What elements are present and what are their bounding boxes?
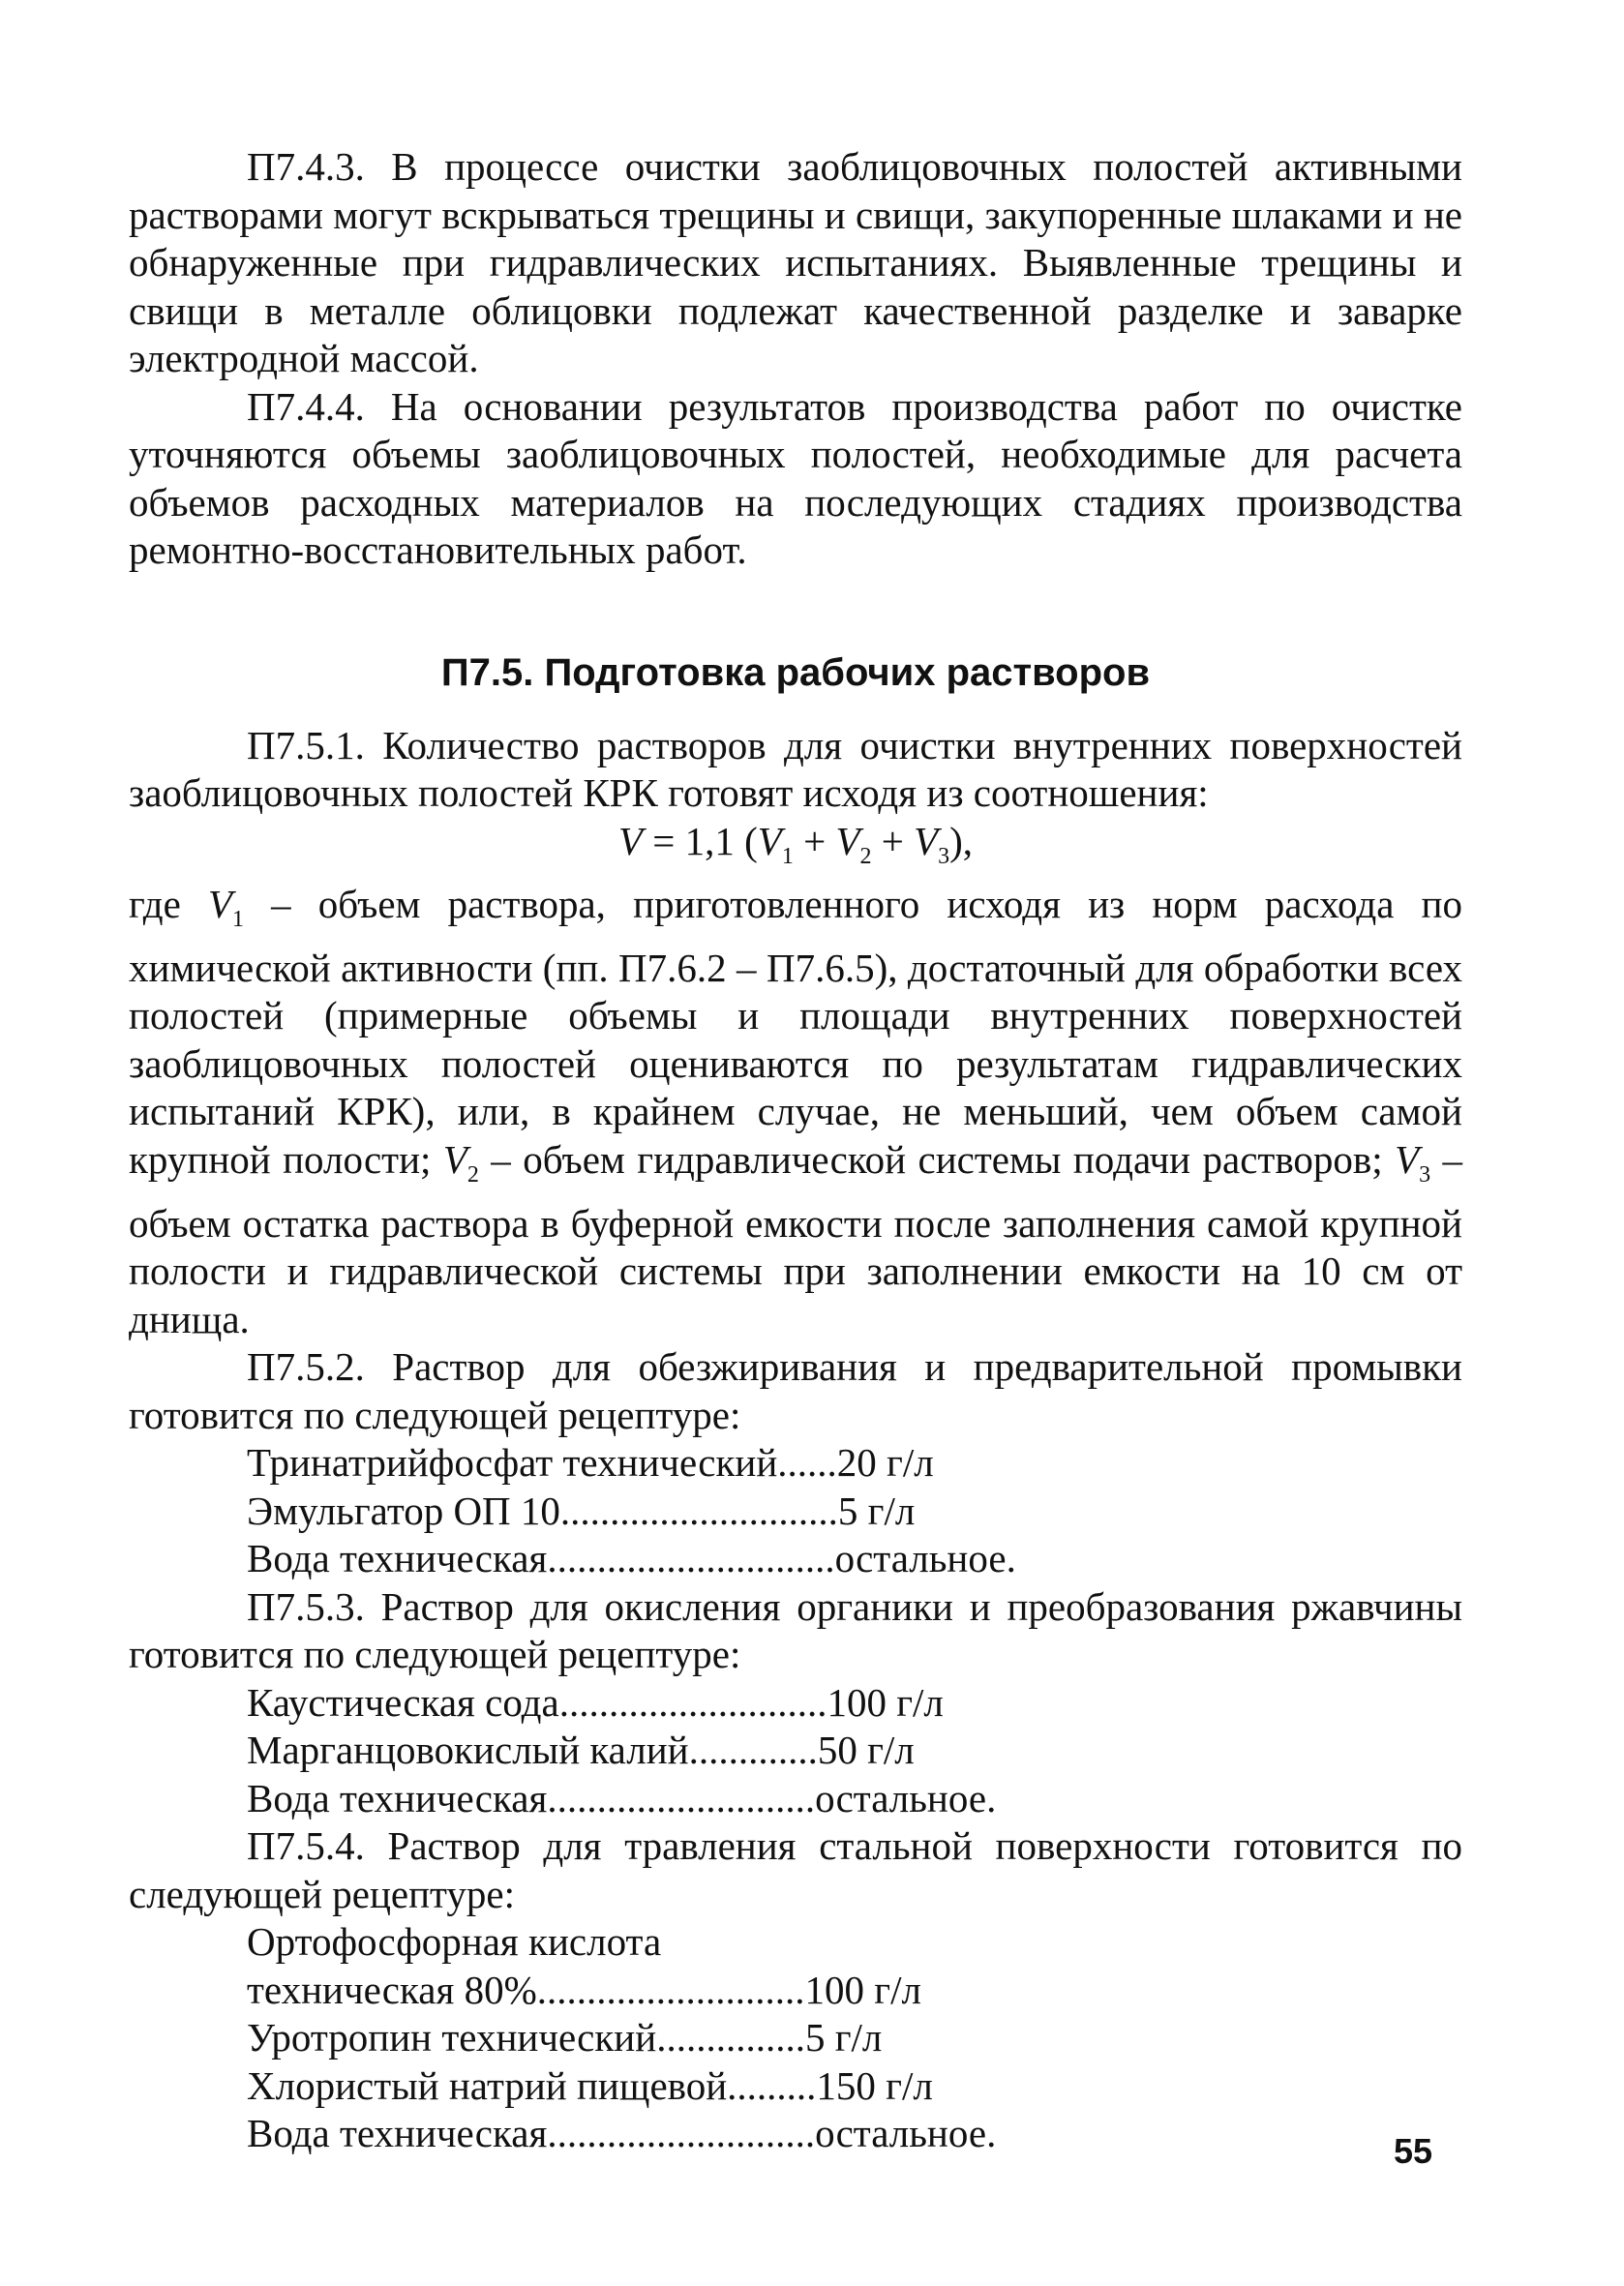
recipe-row: Марганцовокислый калий ............. 50 г/л: [247, 1728, 915, 1773]
recipe-degreasing: [247, 1439, 1215, 1583]
recipe-etching: [247, 1918, 1215, 2158]
recipe-oxidation: [247, 1679, 1215, 1823]
section-heading: П7.5. Подготовка рабочих растворов: [440, 650, 1151, 694]
recipe-row: Вода техническая ........................... остальное.: [247, 1775, 997, 1820]
recipe-title: Ортофосфорная кислота: [247, 1919, 662, 1965]
paragraph-7-5-1: П7.5.1. Количество растворов для очистки внутренних поверхностей заоблицовочных полостей КРК готовят исходя из соотношения:: [129, 722, 1462, 815]
recipe-row: Уротропин технический ............... 5 г/л: [247, 2015, 883, 2060]
recipe-row: Тринатрийфосфат технический ...... 20 г/л: [247, 1440, 934, 1486]
recipe-row: Эмульгатор ОП 10 ............................ 5 г/л: [247, 1488, 916, 1533]
page-number: 55: [1394, 2131, 1433, 2171]
recipe-row: Хлористый натрий пищевой ......... 150 г/л: [247, 2062, 933, 2108]
recipe-row: Вода техническая ........................... остальное.: [247, 2111, 997, 2156]
body-text: [129, 143, 1462, 2158]
volume-formula: V = 1,1 $(V_1 + V_2 + V_3)$,: [617, 818, 974, 869]
paragraph-7-4-3: П7.4.3. В процессе очистки заоблицовочных полостей активными растворами могут вскрываться трещины и свищи, закупоренные шлаками и не обнаруженные при гидравлических испытаниях. Выявленные трещины и свищи в металле облицовки подлежат качественной разделке и заварке электродной массой.: [129, 144, 1462, 380]
paragraph-7-5-2: П7.5.2. Раствор для обезжиривания и предварительной промывки готовится по следующей рецептуре:: [129, 1344, 1462, 1437]
paragraph-7-5-3: П7.5.3. Раствор для окисления органики и преобразования ржавчины готовится по следующей рецептуре:: [129, 1583, 1462, 1677]
recipe-row: техническая 80% ........................... 100 г/л: [247, 1967, 921, 2012]
paragraph-definitions: где $V_1$ – объем раствора, приготовленного исходя из норм расхода по химической активности (пп. П7.6.2 – П7.6.5), достаточный для обработки всех полостей (примерные объемы и площади внутренних поверхностей заоблицовочных полостей оцениваются по результатам гидравлических испытаний КРК), или, в крайнем случае, не меньший, чем объем самой крупной полости; $V_2$ – объем гидравлической системы подачи растворов; $V_3$ – объем остатка раствора в буферной емкости после заполнения самой крупной полости и гидравлической системы при заполнении емкости на 10 см от днища.: [129, 882, 1463, 1341]
recipe-row: Каустическая сода ........................... 100 г/л: [247, 1679, 944, 1725]
recipe-row: Вода техническая ............................. остальное.: [247, 1536, 1016, 1581]
paragraph-7-4-4: П7.4.4. На основании результатов производства работ по очистке уточняются объемы заоблицовочных полостей, необходимые для расчета объемов расходных материалов на последующих стадиях производства ремонтно-восстановительных работ.: [129, 383, 1462, 572]
paragraph-7-5-4: П7.5.4. Раствор для травления стальной поверхности готовится по следующей рецептуре:: [129, 1823, 1462, 1916]
